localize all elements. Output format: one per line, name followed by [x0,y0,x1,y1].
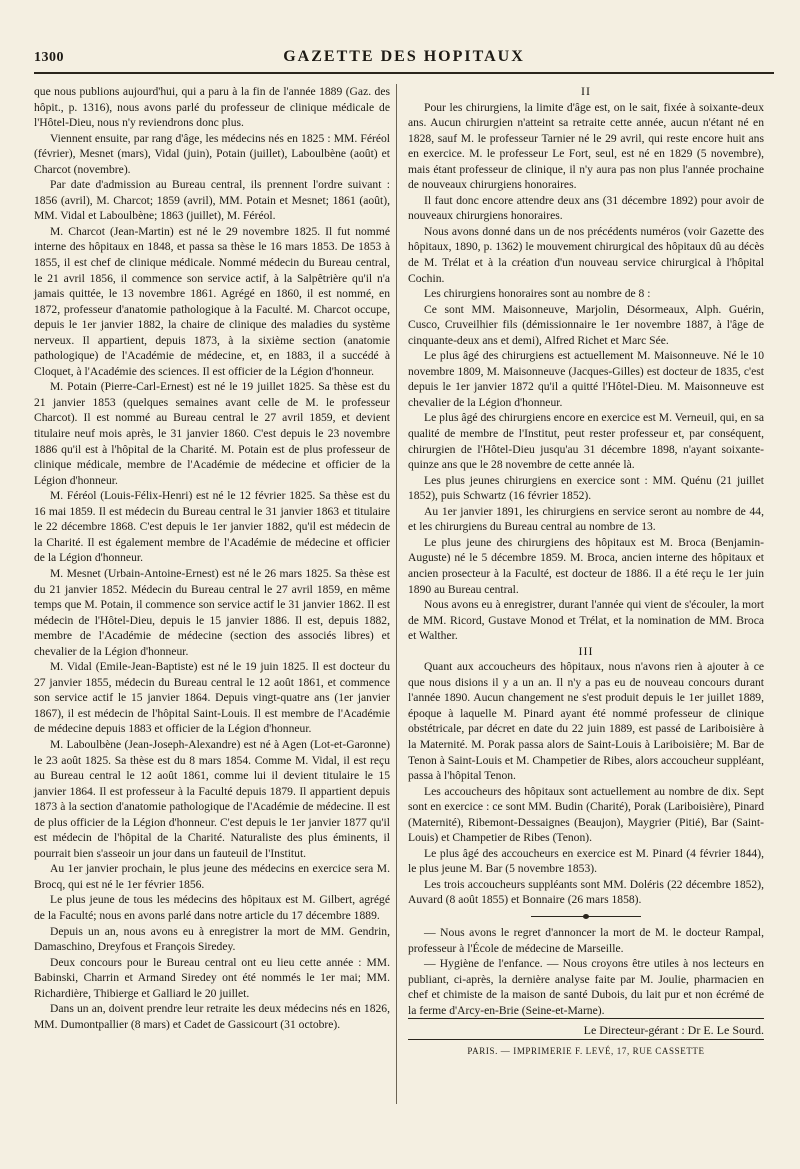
right-column [408,84,764,1059]
header-rule [34,72,774,74]
paragraph: Deux concours pour le Bureau central ont eu lieu cette année : MM. Babinski, Charrin et Armand Siredey ont été nommés le 1er mai; MM. Richardière, Thibierge et Galliard le 20 juillet. [34,955,390,1000]
paragraph: M. Laboulbène (Jean-Joseph-Alexandre) est né à Agen (Lot-et-Garonne) le 23 août 1825. Sa thèse est du 8 mars 1854. Comme M. Vidal, il est reçu au Bureau central le 12 août 1861, comme lui il devient titulaire le 15 janvier 1864. Il est professeur à la Faculté depuis 1879. Il appartient depuis 1873 à la section d'anatomie pathologique de l'Académie de médecine. Il est de plus officier de la Légion d'honneur. C'est depuis le 1er janvier 1877 qu'il est médecin de l'hôpital de la Charité. Naturaliste des plus éminents, il pourrait bien s'asseoir un jour dans un fauteuil de l'Institut. [34,737,390,860]
section-heading: II [581,84,591,98]
imprint: PARIS. — IMPRIMERIE F. LEVÉ, 17, RUE CASSETTE [408,1039,764,1060]
paragraph: Les chirurgiens honoraires sont au nombre de 8 : [424,287,651,301]
paragraph: Quant aux accoucheurs des hôpitaux, nous n'avons rien à ajouter à ce que nous disions il y a un an. Il n'y a pas eu de nouveau concours durant l'année 1890. Aucun changement ne s'est produit depuis le 1er juillet 1889, époque à laquelle M. Pinard ayant été nommé professeur de clinique obstétricale, par décret en date du 22 juin 1889, est passé de Lariboisière à la Maternité. M. Porak passa alors de Saint-Louis à Lariboisière; M. Bar de Tenon à Saint-Louis et M. Champetier de Ribes, alors accoucheur suppléant, passa à l'hôpital Tenon. [408,660,764,783]
paragraph: Ce sont MM. Maisonneuve, Marjolin, Désormeaux, Alph. Guérin, Cusco, Cruveilhier fils (démissionnaire le 1er novembre 1887, à l'âge de cinquante-deux ans et demi), Alfred Richet et Marc Sée. [408,302,764,347]
paragraph: Le plus âgé des chirurgiens est actuellement M. Maisonneuve. Né le 10 novembre 1809, M. Maisonneuve (Jacques-Gilles) est docteur de 1835, c'est depuis le 1er janvier 1872 qu'il a quitté l'Hôtel-Dieu. M. Maisonneuve est chevalier de la Légion d'honneur. [408,349,764,409]
paragraph: M. Charcot (Jean-Martin) est né le 29 novembre 1825. Il fut nommé interne des hôpitaux en 1848, et passa sa thèse le 16 mars 1853. De 1853 à 1855, il est chef de clinique médicale. Nommé médecin du Bureau central, le 21 avril 1856, il commence son service actif, à la Salpêtrière qu'il n'a jamais quittée, le 13 novembre 1861. Agrégé en 1860, il est nommé, en 1872, professeur d'anatomie pathologique à la Faculté. M. Charcot occupe, depuis le 1er janvier 1882, la chaire de clinique des maladies du système nerveux. Il appartient, depuis 1873, à la sixième section (anatomie pathologique) de l'Académie de médecine, et, en 1883, il a succédé à Cloquet, à l'Académie des sciences. Il est officier de la Légion d'honneur. [34,224,390,378]
paragraph: que nous publions aujourd'hui, qui a paru à la fin de l'année 1889 (Gaz. des hôpit., p. 1316), nous avons parlé du professeur de clinique médicale de l'Hôtel-Dieu, nous n'y reviendrons donc plus. [34,85,390,130]
paragraph: Les accoucheurs des hôpitaux sont actuellement au nombre de dix. Sept sont en exercice : ce sont MM. Budin (Charité), Porak (Lariboisière), Pinard (Maternité), Ribemont-Dessaignes (Beaujon), Maygrier (Pitié), Bar (Saint-Louis) et Champetier de Ribes (Tenon). [408,784,764,845]
paragraph: Par date d'admission au Bureau central, ils prennent l'ordre suivant : 1856 (avril), M. Charcot; 1859 (avril), MM. Potain et Mesnet; 1861 (août), MM. Vidal et Laboulbène; 1863 (juillet), M. Féréol. [34,178,390,223]
paragraph: M. Mesnet (Urbain-Antoine-Ernest) est né le 26 mars 1825. Sa thèse est du 21 janvier 1852. Médecin du Bureau central le 27 avril 1859, en même temps que M. Potain, il commence son service actif le 31 janvier 1862. Il est médecin de l'Hôtel-Dieu, depuis le 15 janvier 1886. Il est, depuis 1882, membre de l'Académie de médecine (section des associés libres) et chevalier de la Légion d'honneur. [34,566,390,658]
paragraph: M. Potain (Pierre-Carl-Ernest) est né le 19 juillet 1825. Sa thèse est du 21 janvier 1853 (quelques semaines avant celle de M. le professeur Charcot). Il est nommé au Bureau central le 27 avril 1859, et devient titulaire neuf mois après, le 31 janvier 1860. C'est depuis le 23 novembre 1886 qu'il est à l'hôpital de la Charité. M. Potain est de plus professeur de clinique médicale, membre de l'Académie de médecine et officier de la Légion d'honneur. [34,380,390,487]
paragraph: M. Vidal (Emile-Jean-Baptiste) est né le 19 juin 1825. Il est docteur du 27 janvier 1855, médecin du Bureau central le 12 août 1861, et commence son service actif le 15 janvier 1864. Depuis vingt-quatre ans (1er janvier 1867), il est médecin de l'hôpital Saint-Louis. Il est membre de l'Académie de médecine depuis 1883 et officier de la Légion d'honneur. [34,660,390,736]
paragraph: Viennent ensuite, par rang d'âge, les médecins nés en 1825 : MM. Féréol (février), Mesnet (mars), Vidal (juin), Potain (juillet), Laboulbène (août) et Charcot (novembre). [34,131,390,176]
page-number: 1300 [34,50,64,65]
section-heading: III [578,643,594,658]
left-column [34,84,390,1032]
paragraph: Le plus jeune de tous les médecins des hôpitaux est M. Gilbert, agrégé de la Faculté; nous en avons parlé dans notre article du 17 décembre 1889. [34,893,390,922]
paragraph: Nous avons eu à enregistrer, durant l'année qui vient de s'écouler, la mort de MM. Ricord, Gustave Monod et Trélat, et la nomination de MM. Broca et Walther. [408,598,764,643]
paragraph: Depuis un an, nous avons eu à enregistrer la mort de MM. Gendrin, Damaschino, Dreyfous et François Siredey. [34,924,390,954]
journal-title: GAZETTE DES HOPITAUX [283,48,525,65]
paragraph: M. Féréol (Louis-Félix-Henri) est né le 12 février 1825. Sa thèse est du 16 mai 1859. Il est médecin du Bureau central le 31 janvier 1863 et titulaire le 22 décembre 1868. C'est depuis le 1er janvier 1882, qu'il est médecin de la Charité. Il est également membre de l'Académie de médecine et officier de la Légion d'honneur. [34,489,390,565]
paragraph: Le plus jeune des chirurgiens des hôpitaux est M. Broca (Benjamin-Auguste) né le 5 décembre 1859. M. Broca, ancien interne des hôpitaux et ancien prosecteur à la Faculté, est docteur de 1886. Il a été reçu le 1er juin 1890 au Bureau central. [408,535,764,596]
paragraph: Le plus âgé des accoucheurs en exercice est M. Pinard (4 février 1844), le plus jeune M. Bar (5 novembre 1853). [408,846,764,876]
column-divider [396,84,397,1104]
paragraph: Le plus âgé des chirurgiens encore en exercice est M. Verneuil, qui, en sa qualité de membre de l'Institut, peut rester professeur et, par conséquent, chirurgien de l'Hôtel-Dieu jusqu'au 31 décembre 1898, n'ayant soixante-quinze ans que le 28 novembre de cette année là. [408,411,764,472]
paragraph: Pour les chirurgiens, la limite d'âge est, on le sait, fixée à soixante-deux ans. Aucun chirurgien n'atteint sa retraite cette année, aucun n'étant né en 1828, sauf M. le professeur Tarnier né le 29 avril, qui reste encore huit ans en exercice. M. le professeur Le Fort, seul, est né en 1829 (5 novembre), mais étant professeur de clinique, il n'y aura pas non plus l'année prochaine de nouveaux chirurgiens honoraires. [408,100,764,192]
paragraph: Il faut donc encore attendre deux ans (31 décembre 1892) pour avoir de nouveaux chirurgiens honoraires. [408,193,764,223]
news-item: — Hygiène de l'enfance. — Nous croyons être utiles à nos lecteurs en publiant, ci-après, la dernière analyse faite par M. Joulie, pharmacien en chef et chimiste de la maison de santé Dubois, du lait pur et non écrémé de la ferme d'Arcy-en-Brie (Seine-et-Marne). [408,957,764,1017]
paragraph: Les trois accoucheurs suppléants sont MM. Doléris (22 décembre 1852), Auvard (8 août 1855) et Bonnaire (26 mars 1858). [408,877,764,907]
paragraph: Au 1er janvier prochain, le plus jeune des médecins en exercice sera M. Brocq, qui est né le 1er février 1856. [34,862,390,891]
paragraph: Au 1er janvier 1891, les chirurgiens en service seront au nombre de 44, et les chirurgiens du Bureau central au nombre de 13. [408,504,764,534]
news-item: — Nous avons le regret d'annoncer la mort de M. le docteur Rampal, professeur à l'École de médecine de Marseille. [408,925,764,955]
paragraph: Les plus jeunes chirurgiens en exercice sont : MM. Quénu (21 juillet 1852), puis Schwartz (16 février 1852). [408,473,764,503]
section-separator [531,916,641,917]
paragraph: Nous avons donné dans un de nos précédents numéros (voir Gazette des hôpitaux, 1890, p. 1362) le mouvement chirurgical des hôpitaux dû au décès de M. Trélat et à la création d'un nouveau service chirurgical à l'hôpital Cochin. [408,224,764,285]
paragraph: Dans un an, doivent prendre leur retraite les deux médecins nés en 1826, MM. Dumontpallier (8 mars) et Cadet de Gassicourt (31 octobre). [34,1002,390,1031]
page-header [34,46,774,68]
signature: Le Directeur-gérant : Dr E. Le Sourd. [408,1018,764,1039]
